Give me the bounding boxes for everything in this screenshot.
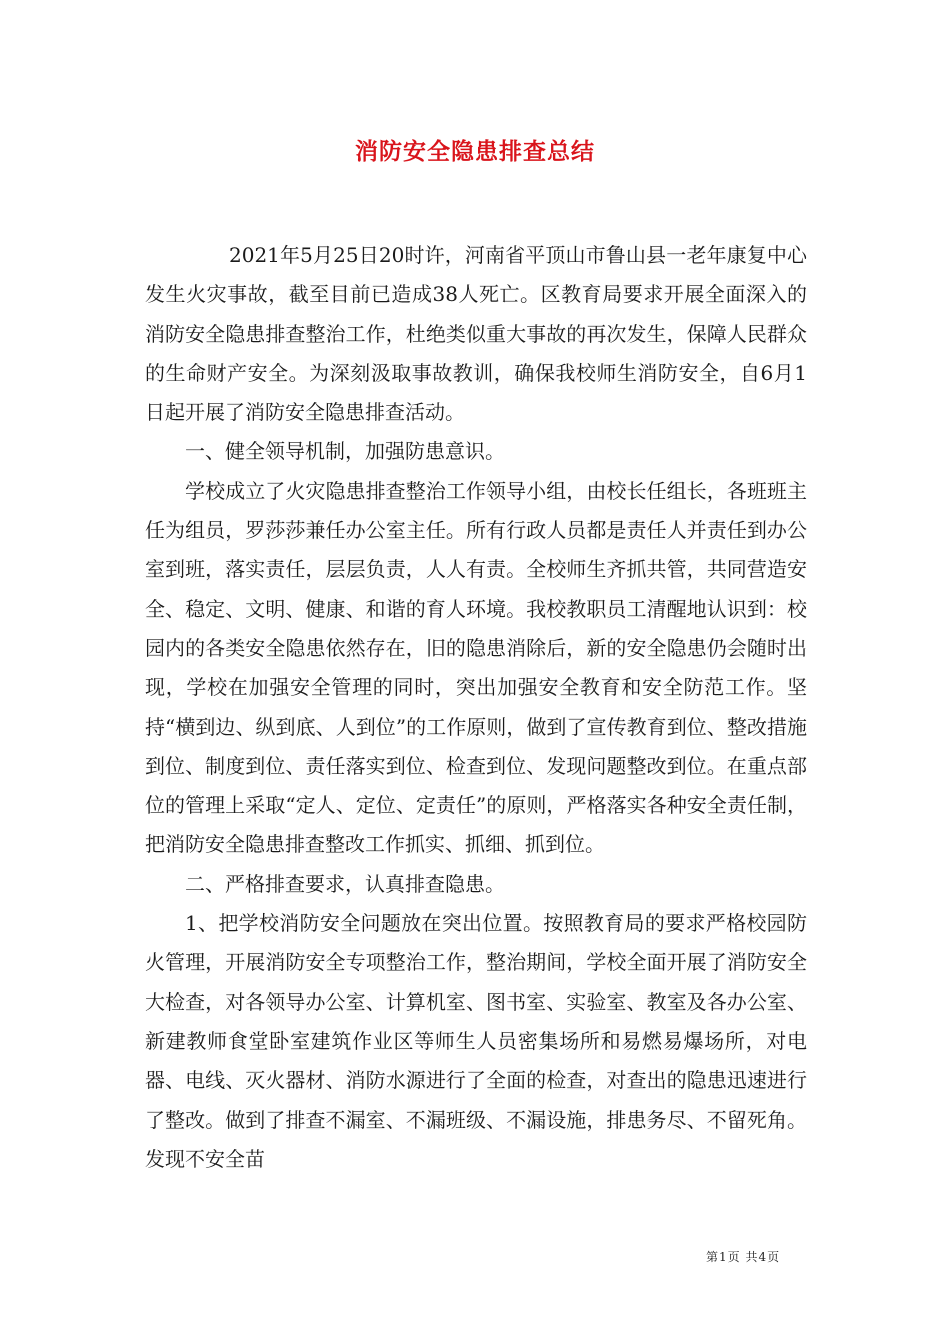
paragraph-intro: 2021年5月25日20时许，河南省平顶山市鲁山县一老年康复中心发生火灾事故，截至目前已造成38人死亡。区教育局要求开展全面深入的消防安全隐患排查整治工作，杜绝类似重大事故的再次发生，保障人民群众的生命财产安全。为深刻汲取事故教训，确保我校师生消防安全，自6月1日起开展了消防安全隐患排查活动。	[145, 243, 807, 425]
paragraph-leadership: 学校成立了火灾隐患排查整治工作领导小组，由校长任组长，各班班主任为组员，罗莎莎兼任办公室主任。所有行政人员都是责任人并责任到办公室到班，落实责任，层层负责，人人有责。全校师生齐抓共管，共同营造安全、稳定、文明、健康、和谐的育人环境。我校教职员工清醒地认识到：校园内的各类安全隐患依然存在，旧的隐患消除后，新的安全隐患仍会随时出现，学校在加强安全管理的同时，突出加强安全教育和安全防范工作。坚持“横到边、纵到底、人到位”的工作原则，做到了宣传教育到位、整改措施到位、制度到位、责任落实到位、检查到位、发现问题整改到位。在重点部位的管理上采取“定人、定位、定责任”的原则，严格落实各种安全责任制，把消防安全隐患排查整改工作抓实、抓细、抓到位。	[145, 478, 807, 857]
paragraph-inspection: 1、把学校消防安全问题放在突出位置。按照教育局的要求严格校园防火管理，开展消防安全专项整治工作，整治期间，学校全面开展了消防安全大检查，对各领导办公室、计算机室、图书室、实验室、教室及各办公室、新建教师食堂卧室建筑作业区等师生人员密集场所和易燃易爆场所，对电器、电线、灭火器材、消防水源进行了全面的检查，对查出的隐患迅速进行了整改。做到了排查不漏室、不漏班级、不漏设施，排患务尽、不留死角。发现不安全苗	[145, 911, 807, 1171]
section-heading-1: 一、健全领导机制，加强防患意识。	[185, 439, 505, 464]
document-title: 消防安全隐患排查总结	[355, 138, 595, 165]
section-heading-2: 二、严格排查要求，认真排查隐患。	[185, 871, 505, 896]
page-number-footer: 第1页 共4页	[706, 1250, 781, 1264]
document-body	[145, 236, 807, 1179]
